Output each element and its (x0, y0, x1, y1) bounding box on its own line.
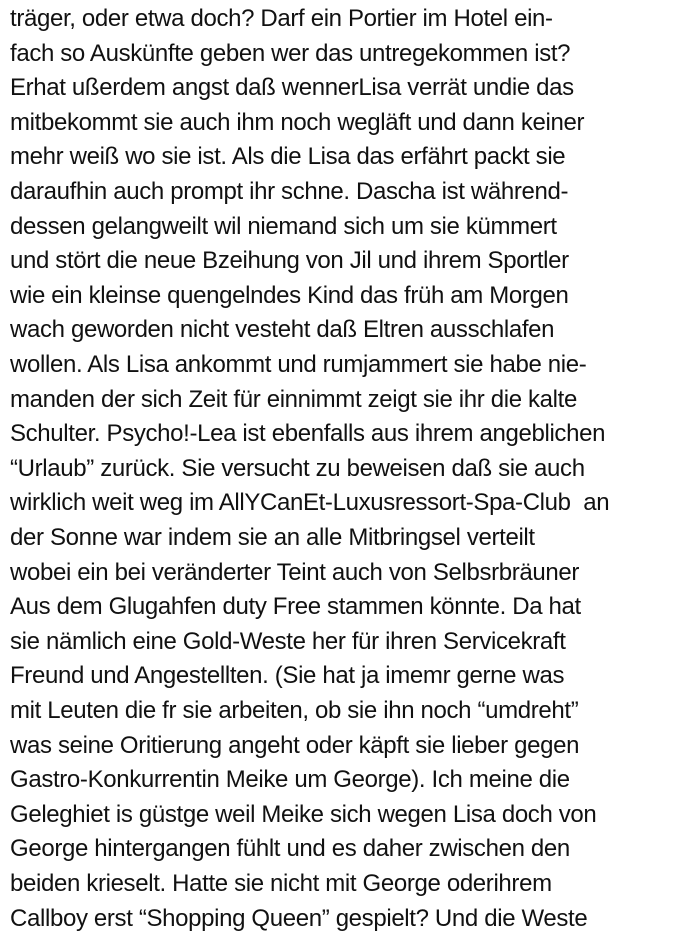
text-line: mehr weiß wo sie ist. Als die Lisa das erfährt packt sie (10, 143, 566, 171)
text-line: Schulter. Psycho!-Lea ist ebenfalls aus ihrem angeblichen (10, 420, 606, 448)
text-line: Geleghiet is güstge weil Meike sich wegen Lisa doch von (10, 800, 597, 828)
text-line: Callboy erst “Shopping Queen” gespielt? Und die Weste (10, 904, 588, 932)
text-line: wirklich weit weg im AllYCanEt-Luxusressort-Spa-Club an (10, 489, 610, 517)
text-line: wobei ein bei veränderter Teint auch von Selbsrbräuner (10, 558, 580, 586)
text-line: “Urlaub” zurück. Sie versucht zu beweisen daß sie auch (10, 454, 585, 482)
text-line: wollen. Als Lisa ankommt und rumjammert sie habe nie- (10, 351, 587, 378)
text-line: Freund und Angestellten. (Sie hat ja imemr gerne was (10, 662, 565, 690)
text-line: dessen gelangweilt wil niemand sich um sie kümmert (10, 212, 557, 240)
text-line: wach geworden nicht vesteht daß Eltren ausschlafen (10, 316, 555, 344)
text-line: mit Leuten die fr sie arbeiten, ob sie ihn noch “umdreht” (10, 697, 579, 724)
text-line: was seine Oritierung angeht oder käpft sie lieber gegen (10, 731, 580, 759)
text-line: Aus dem Glugahfen duty Free stammen könnte. Da hat (10, 593, 581, 621)
text-line: Erhat ußerdem angst daß wennerLisa verrät undie das (10, 74, 574, 102)
text-line: der Sonne war indem sie an alle Mitbringsel verteilt (10, 524, 535, 551)
text-line: George hintergangen fühlt und es daher zwischen den (10, 835, 570, 863)
text-line: beiden krieselt. Hatte sie nicht mit George oderihrem (10, 870, 552, 897)
text-line: sie nämlich eine Gold-Weste her für ihren Servicekraft (10, 627, 566, 655)
text-line: daraufhin auch prompt ihr schne. Dascha ist während- (10, 178, 569, 205)
document-page (10, 2, 682, 938)
text-line: fach so Auskünfte geben wer das untregekommen ist? (10, 39, 571, 67)
text-line: Gastro-Konkurrentin Meike um George). Ich meine die (10, 766, 570, 794)
text-line: mitbekommt sie auch ihm noch wegläft und dann keiner (10, 108, 585, 136)
text-line: manden der sich Zeit für einnimmt zeigt sie ihr die kalte (10, 385, 577, 413)
text-line: wie ein kleinse quengelndes Kind das früh am Morgen (10, 281, 569, 309)
text-line: träger, oder etwa doch? Darf ein Portier im Hotel ein- (10, 5, 553, 32)
text-line: und stört die neue Bzeihung von Jil und ihrem Sportler (10, 247, 569, 275)
